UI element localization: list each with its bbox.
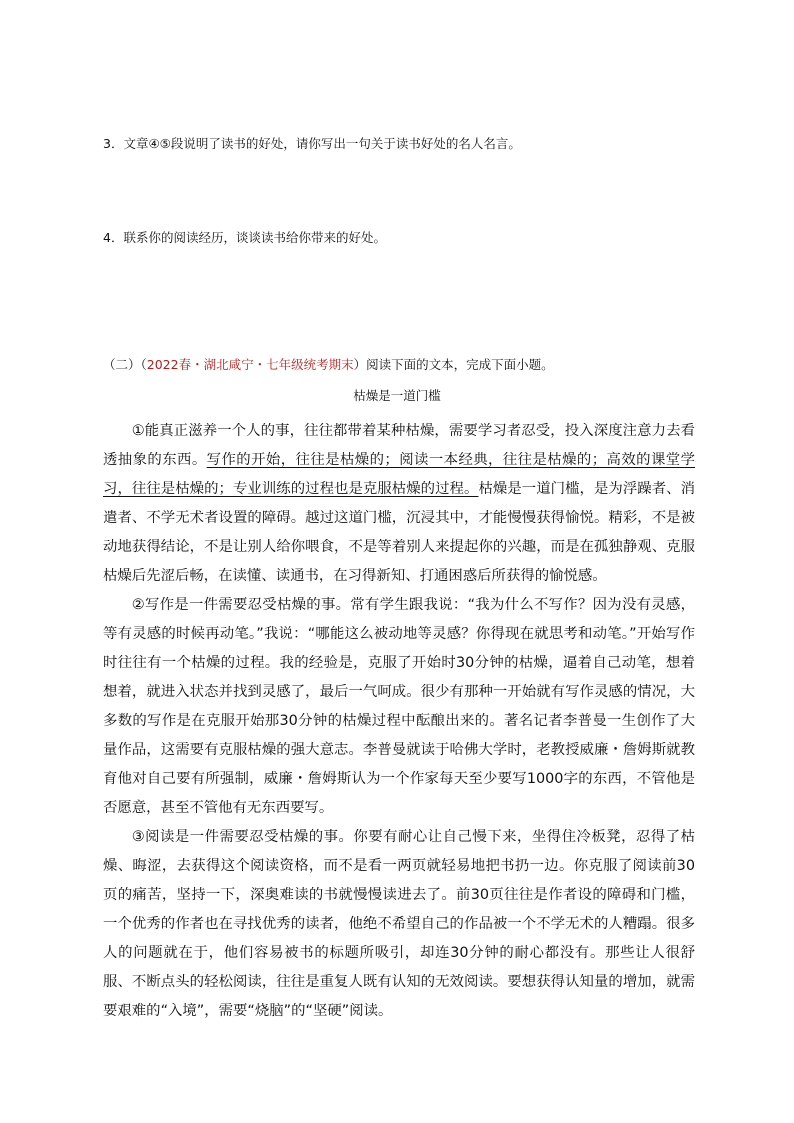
paragraph-2: ②写作是一件需要忍受枯燥的事。常有学生跟我说：“我为什么不写作？因为没有灵感，等有灵感的时候再动笔。”我说：“哪能这么被动地等灵感？你得现在就思考和动笔。”开始写作时往往有一个枯燥的过程。我的经验是，克服了开始时30分钟的枯燥，逼着自己动笔，想着想着，就进入状态并找到灵感了，最后一气呵成。很少有那种一开始就有写作灵感的情况，大多数的写作是在克服开始那30分钟的枯燥过程中酝酿出来的。著名记者李普曼一生创作了大量作品，这需要有克服枯燥的强大意志。李普曼就读于哈佛大学时，老教授威廉・詹姆斯就教育他对自己要有所强制，威廉・詹姆斯认为一个作家每天至少要写1000字的东西，不管他是否愿意，甚至不管他有无东西要写。 — [103, 597, 695, 816]
question-4: 4．联系你的阅读经历，谈谈读书给你带来的好处。 — [103, 230, 386, 245]
section-instruction: ）阅读下面的文本，完成下面小题。 — [353, 357, 554, 372]
article-title: 枯燥是一道门槛 — [353, 388, 441, 403]
paragraph-1-intro: ①能真正滋养一个人的事，往往都带着某种枯燥，需要学习者忍受，投入深度注意力去看透抽象的东西。 — [103, 423, 695, 468]
article-body — [103, 417, 695, 1026]
paragraph-1-underlined: 写作的开始，往往是枯燥的；阅读一本经典，往往是枯燥的；高效的课堂学习，往往是枯燥的；专业训练的过程也是克服枯燥的过程。 — [103, 452, 695, 497]
question-3: 3．文章④⑤段说明了读书的好处，请你写出一句关于读书好处的名人名言。 — [103, 136, 521, 151]
section-prefix: （二）（ — [103, 357, 147, 372]
section-heading — [103, 356, 554, 374]
paragraph-3: ③阅读是一件需要忍受枯燥的事。你要有耐心让自己慢下来，坐得住冷板凳，忍得了枯燥、晦涩，去获得这个阅读资格，而不是看一两页就轻易地把书扔一边。你克服了阅读前30页的痛苦，坚持一下，深奥难读的书就慢慢读进去了。前30页往往是作者设的障碍和门槛，一个优秀的作者也在寻找优秀的读者，他绝不希望自己的作品被一个不学无术的人糟蹋。很多人的问题就在于，他们容易被书的标题所吸引，却连30分钟的耐心都没有。那些让人很舒服、不断点头的轻松阅读，往往是重复人既有认知的无效阅读。要想获得认知量的增加，就需要艰难的“入境”，需要“烧脑”的“坚硬”阅读。 — [103, 829, 695, 1019]
paragraph-1-rest: 枯燥是一道门槛，是为浮躁者、消遣者、不学无术者设置的障碍。越过这道门槛，沉浸其中，才能慢慢获得愉悦。精彩，不是被动地获得结论，不是让别人给你喂食，不是等着别人来提起你的兴趣，而是在孤独静观、克服枯燥后先涩后畅，在读懂、读通书，在习得新知、打通困惑后所获得的愉悦感。 — [103, 481, 695, 584]
paragraph-1 — [103, 417, 695, 591]
section-source: 2022春・湖北咸宁・七年级统考期末 — [146, 357, 354, 372]
